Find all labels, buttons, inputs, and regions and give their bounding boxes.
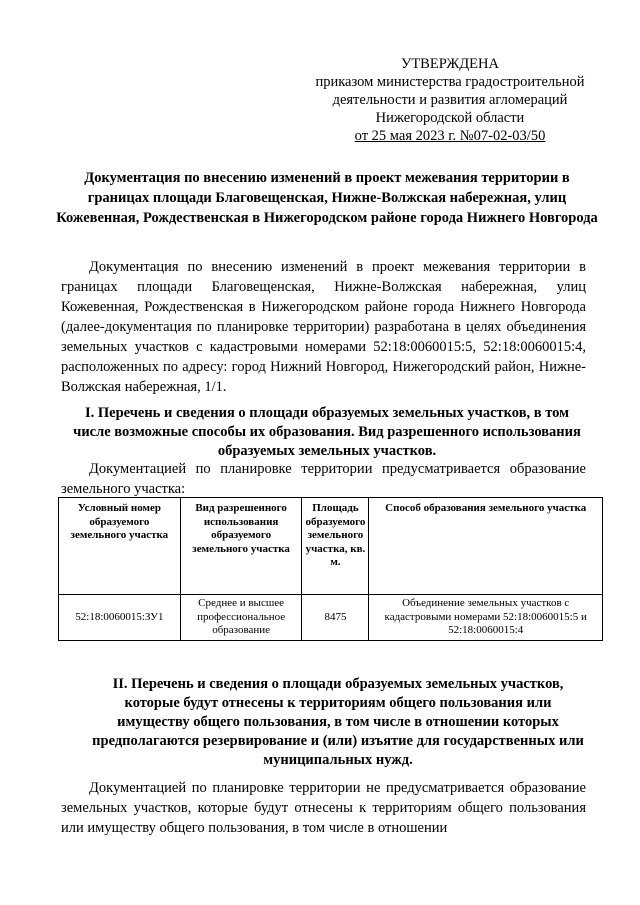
section-1-title: Перечень и сведения о площади образуемых земельных участков, в том числе возможные способы их образования. Вид разрешенного использования образуемых земельных участков. (73, 405, 581, 459)
header-permitted-use: Вид разрешенного использования образуемого земельного участка (180, 498, 302, 595)
approval-line-3: Нижегородской области (375, 110, 525, 126)
section-2-paragraph: Документацией по планировке территории не предусматривается образование земельных участков, которые будут отнесены к территориям общего пользования или имуществу общего пользования, в том числе в отношении (61, 780, 586, 836)
section-2-title: Перечень и сведения о площади образуемых земельных участков, которые будут отнесены к территориям общего пользования или имуществу общего пользования, в том числе в отношении которых предполагаются резервирование и (или) изъятие для государственных или муниципальных нужд. (92, 676, 584, 768)
approval-date: от 25 мая 2023 г. №07-02-03/50 (354, 128, 546, 144)
header-area: Площадь образуемого земельного участка, кв. м. (302, 498, 369, 595)
section-1-number: I. (84, 405, 95, 421)
section-2-number: II. (112, 676, 128, 692)
cell-permitted-use: Среднее и высшее профессиональное образование (180, 595, 302, 641)
section-1-paragraph: Документацией по планировке территории предусматривается образование земельного участка: (61, 461, 586, 497)
header-formation-method: Способ образования земельного участка (369, 498, 603, 595)
table-header-row (59, 498, 603, 595)
cell-plot-id: 52:18:0060015:ЗУ1 (59, 595, 181, 641)
cell-area: 8475 (302, 595, 369, 641)
approval-line-2: деятельности и развития агломераций (332, 92, 568, 108)
cell-formation-method: Объединение земельных участков с кадастровыми номерами 52:18:0060015:5 и 52:18:0060015:4 (369, 595, 603, 641)
table-row (59, 595, 603, 641)
approval-block (300, 55, 600, 145)
approval-line-1: приказом министерства градостроительной (315, 74, 585, 90)
header-plot-id: Условный номер образуемого земельного участка (59, 498, 181, 595)
approval-title: УТВЕРЖДЕНА (401, 56, 499, 72)
section-1-heading (72, 404, 582, 461)
plots-table (58, 497, 603, 641)
intro-paragraph: Документация по внесению изменений в проект межевания территории в границах площади Благовещенская, Нижне-Волжская набережная, улиц Кожевенная, Рождественская в Нижегородском районе города Нижнего Новгорода (далее-документация по планировке территории) разработана в целях объединения земельных участков с кадастровыми номерами 52:18:0060015:5, 52:18:0060015:4, расположенных по адресу: город Нижний Новгород, Нижегородский район, Нижне-Волжская набережная, 1/1. (61, 259, 586, 395)
section-2-heading (88, 675, 588, 770)
document-title: Документация по внесению изменений в проект межевания территории в границах площади Благовещенская, Нижне-Волжская набережная, улиц Кожевенная, Рождественская в Нижегородском районе города Нижнего Новгорода (56, 170, 598, 226)
